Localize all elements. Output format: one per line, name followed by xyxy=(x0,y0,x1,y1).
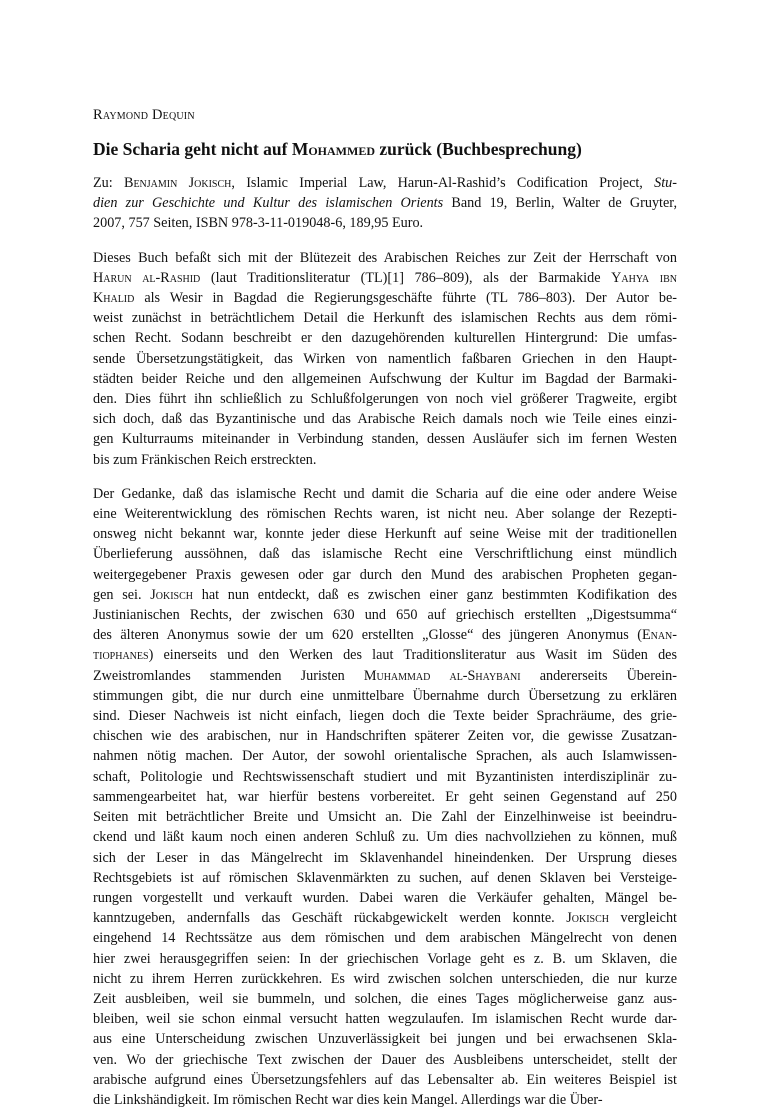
text-line xyxy=(93,787,677,807)
text-line xyxy=(93,645,677,665)
text-line xyxy=(93,524,677,544)
text-run: bleiben, weil sie schon einmal versucht hatten wegzulaufen. Im islamischen Recht wurde dar- xyxy=(93,1011,677,1028)
text-line xyxy=(93,746,677,766)
text-run: schen Recht. Sodann beschreibt er den dazugehörenden kulturellen Hintergrund: Die umfas- xyxy=(93,330,677,347)
text-line xyxy=(93,308,677,328)
text-line xyxy=(93,585,677,605)
text-run: weitergegebener Praxis gewesen oder gar durch den Mund des arabischen Propheten gegan- xyxy=(93,566,677,583)
paragraph-1 xyxy=(93,248,677,470)
text-run: gen sei. xyxy=(93,586,151,603)
text-line xyxy=(93,1070,677,1090)
text-run: aus eine Unterscheidung zwischen Unzuverlässigkeit bei jungen und bei erwachsenen Skla- xyxy=(93,1031,677,1048)
text-line xyxy=(93,369,677,389)
text-run: ven. Wo der griechische Text zwischen der Dauer des Ausbleibens unterscheidet, stellt der xyxy=(93,1051,677,1068)
text-run: Überlieferung aussöhnen, daß das islamische Recht eine Verschriftlichung einst mündlich xyxy=(93,546,677,563)
text-run: andererseits Überein- xyxy=(520,667,677,684)
text-line xyxy=(93,888,677,908)
text-run: arabische aufgrund eines Übersetzungsfehlers auf das Lebensalter ab. Ein weiteres Beispiel ist xyxy=(93,1071,677,1088)
text-run: als Wesir in Bagdad die Regierungsgeschäfte führte (TL 786–803). Der Autor be- xyxy=(134,290,677,307)
text-line xyxy=(93,173,677,193)
text-line xyxy=(93,969,677,989)
book-reference xyxy=(93,173,677,234)
document-body xyxy=(93,106,677,1110)
text-line xyxy=(93,429,677,449)
text-run: städten beider Reiche und den allgemeinen Aufschwung der Kultur im Bagdad der Barmaki- xyxy=(93,370,677,387)
text-line xyxy=(93,213,677,233)
text-run: Zu: xyxy=(93,175,124,191)
text-run: 2007, 757 Seiten, ISBN 978-3-11-019048-6, 189,95 Euro. xyxy=(93,215,424,232)
text-run: Band 19, Berlin, Walter de Gruyter, xyxy=(443,195,677,212)
article-title xyxy=(93,138,677,160)
name-text: Harun al-Rashid xyxy=(93,269,201,286)
text-line xyxy=(93,1090,677,1110)
name-text: Muhammad al-Shaybani xyxy=(363,667,521,684)
text-line xyxy=(93,908,677,928)
text-run: sich der Leser in das Mängelrecht im Sklavenhandel hineindenken. Der Ursprung dieses xyxy=(93,849,677,866)
text-run: rungen vorgestellt und verkauft wurden. Dabei waren die Verkäufer gehalten, Mängel be- xyxy=(93,889,677,906)
name-text: Benjamin Jokisch xyxy=(123,175,232,191)
author-name: Raymond Dequin xyxy=(93,107,195,123)
italic-text: dien zur Geschichte und Kultur des islamischen Orients xyxy=(93,195,444,212)
text-run: hat nun entdeckt, daß es zwischen einer ganz bestimmten Kodifikation des xyxy=(193,586,678,603)
text-run: stimmungen gibt, die nur durch eine unmittelbare Übernahme durch Übersetzung zu erklären xyxy=(93,687,677,704)
text-run: kanntzugeben, andernfalls das Geschäft rückabgewickelt werden konnte. xyxy=(93,910,567,927)
text-run: die Linkshändigkeit. Im römischen Recht war dies kein Mangel. Allerdings war die Über- xyxy=(93,1091,603,1108)
name-text: Khalid xyxy=(93,290,135,307)
name-text: Jokisch xyxy=(150,586,193,603)
text-run: Der Gedanke, daß das islamische Recht und damit die Scharia auf die eine oder andere Weise xyxy=(93,485,677,502)
text-line xyxy=(93,848,677,868)
text-run: ) einerseits und den Werken des laut Traditionsliteratur aus Wasit im Süden des xyxy=(148,647,677,664)
text-line xyxy=(93,328,677,348)
text-run: weist zunächst in beträchtlichem Detail die Herkunft des islamischen Rechts aus dem römi- xyxy=(93,310,677,327)
text-run: bis zum Fränkischen Reich erstreckten. xyxy=(93,451,317,468)
text-run: nicht zu ihrem Herren zurückkehren. Es wird zwischen solchen unterschieden, die nur kurze xyxy=(93,970,677,987)
text-run: ckend und läßt kaum noch einen anderen Schluß zu. Um dies nachvollziehen zu können, muß xyxy=(93,829,677,846)
text-run: sende Übersetzungstätigkeit, das Wirken von namentlich faßbaren Griechen in den Haupt- xyxy=(93,350,677,367)
text-line xyxy=(93,504,677,524)
text-run: Justinianischen Rechts, der zwischen 630 und 650 auf griechisch erstellten „Digestsumma“ xyxy=(93,607,677,624)
text-line xyxy=(93,1029,677,1049)
text-line xyxy=(93,767,677,787)
text-line xyxy=(93,928,677,948)
text-run: schaft, Politologie und Rechtswissenschaft studiert und mit Byzantinisten interdisziplinär zu- xyxy=(93,768,677,785)
text-line xyxy=(93,666,677,686)
text-line xyxy=(93,1050,677,1070)
text-run: nahmen nötig machen. Der Autor, der sowohl orientalische Sprachen, als auch Islamwissen- xyxy=(93,748,677,765)
name-text: tiophanes xyxy=(93,647,149,664)
text-run: Dieses Buch befaßt sich mit der Blütezeit des Arabischen Reiches zur Zeit der Herrschaft von xyxy=(93,249,677,266)
text-line xyxy=(93,605,677,625)
text-run: onsweg nicht bekannt war, konnte jeder diese Herkunft auf seine Weise mit der traditionellen xyxy=(93,526,677,543)
name-text: Yahya ibn xyxy=(611,269,677,286)
text-run: den. Dies führt ihn schließlich zu Schlußfolgerungen von noch viel größerer Tragweite, ergibt xyxy=(93,391,677,408)
text-line xyxy=(93,288,677,308)
title-text-end: zurück (Buchbesprechung) xyxy=(375,139,582,159)
text-line xyxy=(93,409,677,429)
text-line xyxy=(93,807,677,827)
text-line xyxy=(93,706,677,726)
text-line xyxy=(93,1009,677,1029)
title-text-start: Die Scharia geht nicht auf xyxy=(93,139,292,159)
text-line xyxy=(93,484,677,504)
text-line xyxy=(93,248,677,268)
name-text: Enan- xyxy=(641,627,677,644)
text-line xyxy=(93,349,677,369)
text-run: des älteren Anonymus sowie der um 620 erstellten „Glosse“ des jüngeren Anonymus ( xyxy=(93,627,642,644)
italic-text: Stu- xyxy=(654,175,677,191)
text-run: , Islamic Imperial Law, Harun-Al-Rashid’s Codification Project, xyxy=(231,175,655,191)
text-run: (laut Traditionsliteratur (TL)[1] 786–809), als der Barmakide xyxy=(200,269,612,286)
text-run: sich doch, daß das Byzantinische und das Arabische Reich damals noch wie Teile eines einzi- xyxy=(93,411,677,428)
text-line xyxy=(93,949,677,969)
text-line xyxy=(93,989,677,1009)
text-line xyxy=(93,868,677,888)
text-run: sind. Dieser Nachweis ist nicht einfach, liegen doch die Texte beider Sprachräume, des grie- xyxy=(93,708,677,725)
text-line xyxy=(93,686,677,706)
text-run: Zeit ausbleiben, weil sie bummeln, und solchen, die eines Tages möglicherweise ganz aus- xyxy=(93,990,677,1007)
text-run: Seiten mit beträchtlicher Breite und Umsicht an. Die Zahl der Einzelhinweise ist beeindru- xyxy=(93,809,677,826)
text-line xyxy=(93,450,677,470)
name-text: Jokisch xyxy=(566,910,609,927)
text-run: chischen wie des arabischen, nur in Handschriften späterer Zeiten vor, die gewisse Zusatzan- xyxy=(93,728,677,745)
text-run: Zweistromlandes stammenden Juristen xyxy=(93,667,364,684)
text-run: gen Kulturraums miteinander in Verbindung standen, dessen Ausläufer sich im fernen Westen xyxy=(93,431,677,448)
text-line xyxy=(93,827,677,847)
text-run: hier zwei herausgegriffen seien: In der griechischen Vorlage geht es z. B. um Sklaven, die xyxy=(93,950,677,967)
text-run: eine Weiterentwicklung des römischen Rechts waren, ist nicht neu. Aber solange der Rezepti- xyxy=(93,506,677,523)
text-line xyxy=(93,625,677,645)
text-run: eingehend 14 Rechtssätze aus dem römischen und dem arabischen Mängelrecht von denen xyxy=(93,930,677,947)
text-line xyxy=(93,268,677,288)
text-line xyxy=(93,544,677,564)
text-run: vergleicht xyxy=(608,910,678,927)
text-line xyxy=(93,726,677,746)
text-line xyxy=(93,565,677,585)
text-run: Rechtsgebiets ist auf römischen Sklavenmärkten zu suchen, auf denen Sklaven bei Versteige- xyxy=(93,869,677,886)
text-line xyxy=(93,389,677,409)
title-name: Mohammed xyxy=(291,139,376,159)
text-line xyxy=(93,193,677,213)
paragraph-2 xyxy=(93,484,677,1110)
text-run: sammengearbeitet hat, war hierfür bestens vorbereitet. Er geht seinen Gegenstand auf 250 xyxy=(93,788,677,805)
